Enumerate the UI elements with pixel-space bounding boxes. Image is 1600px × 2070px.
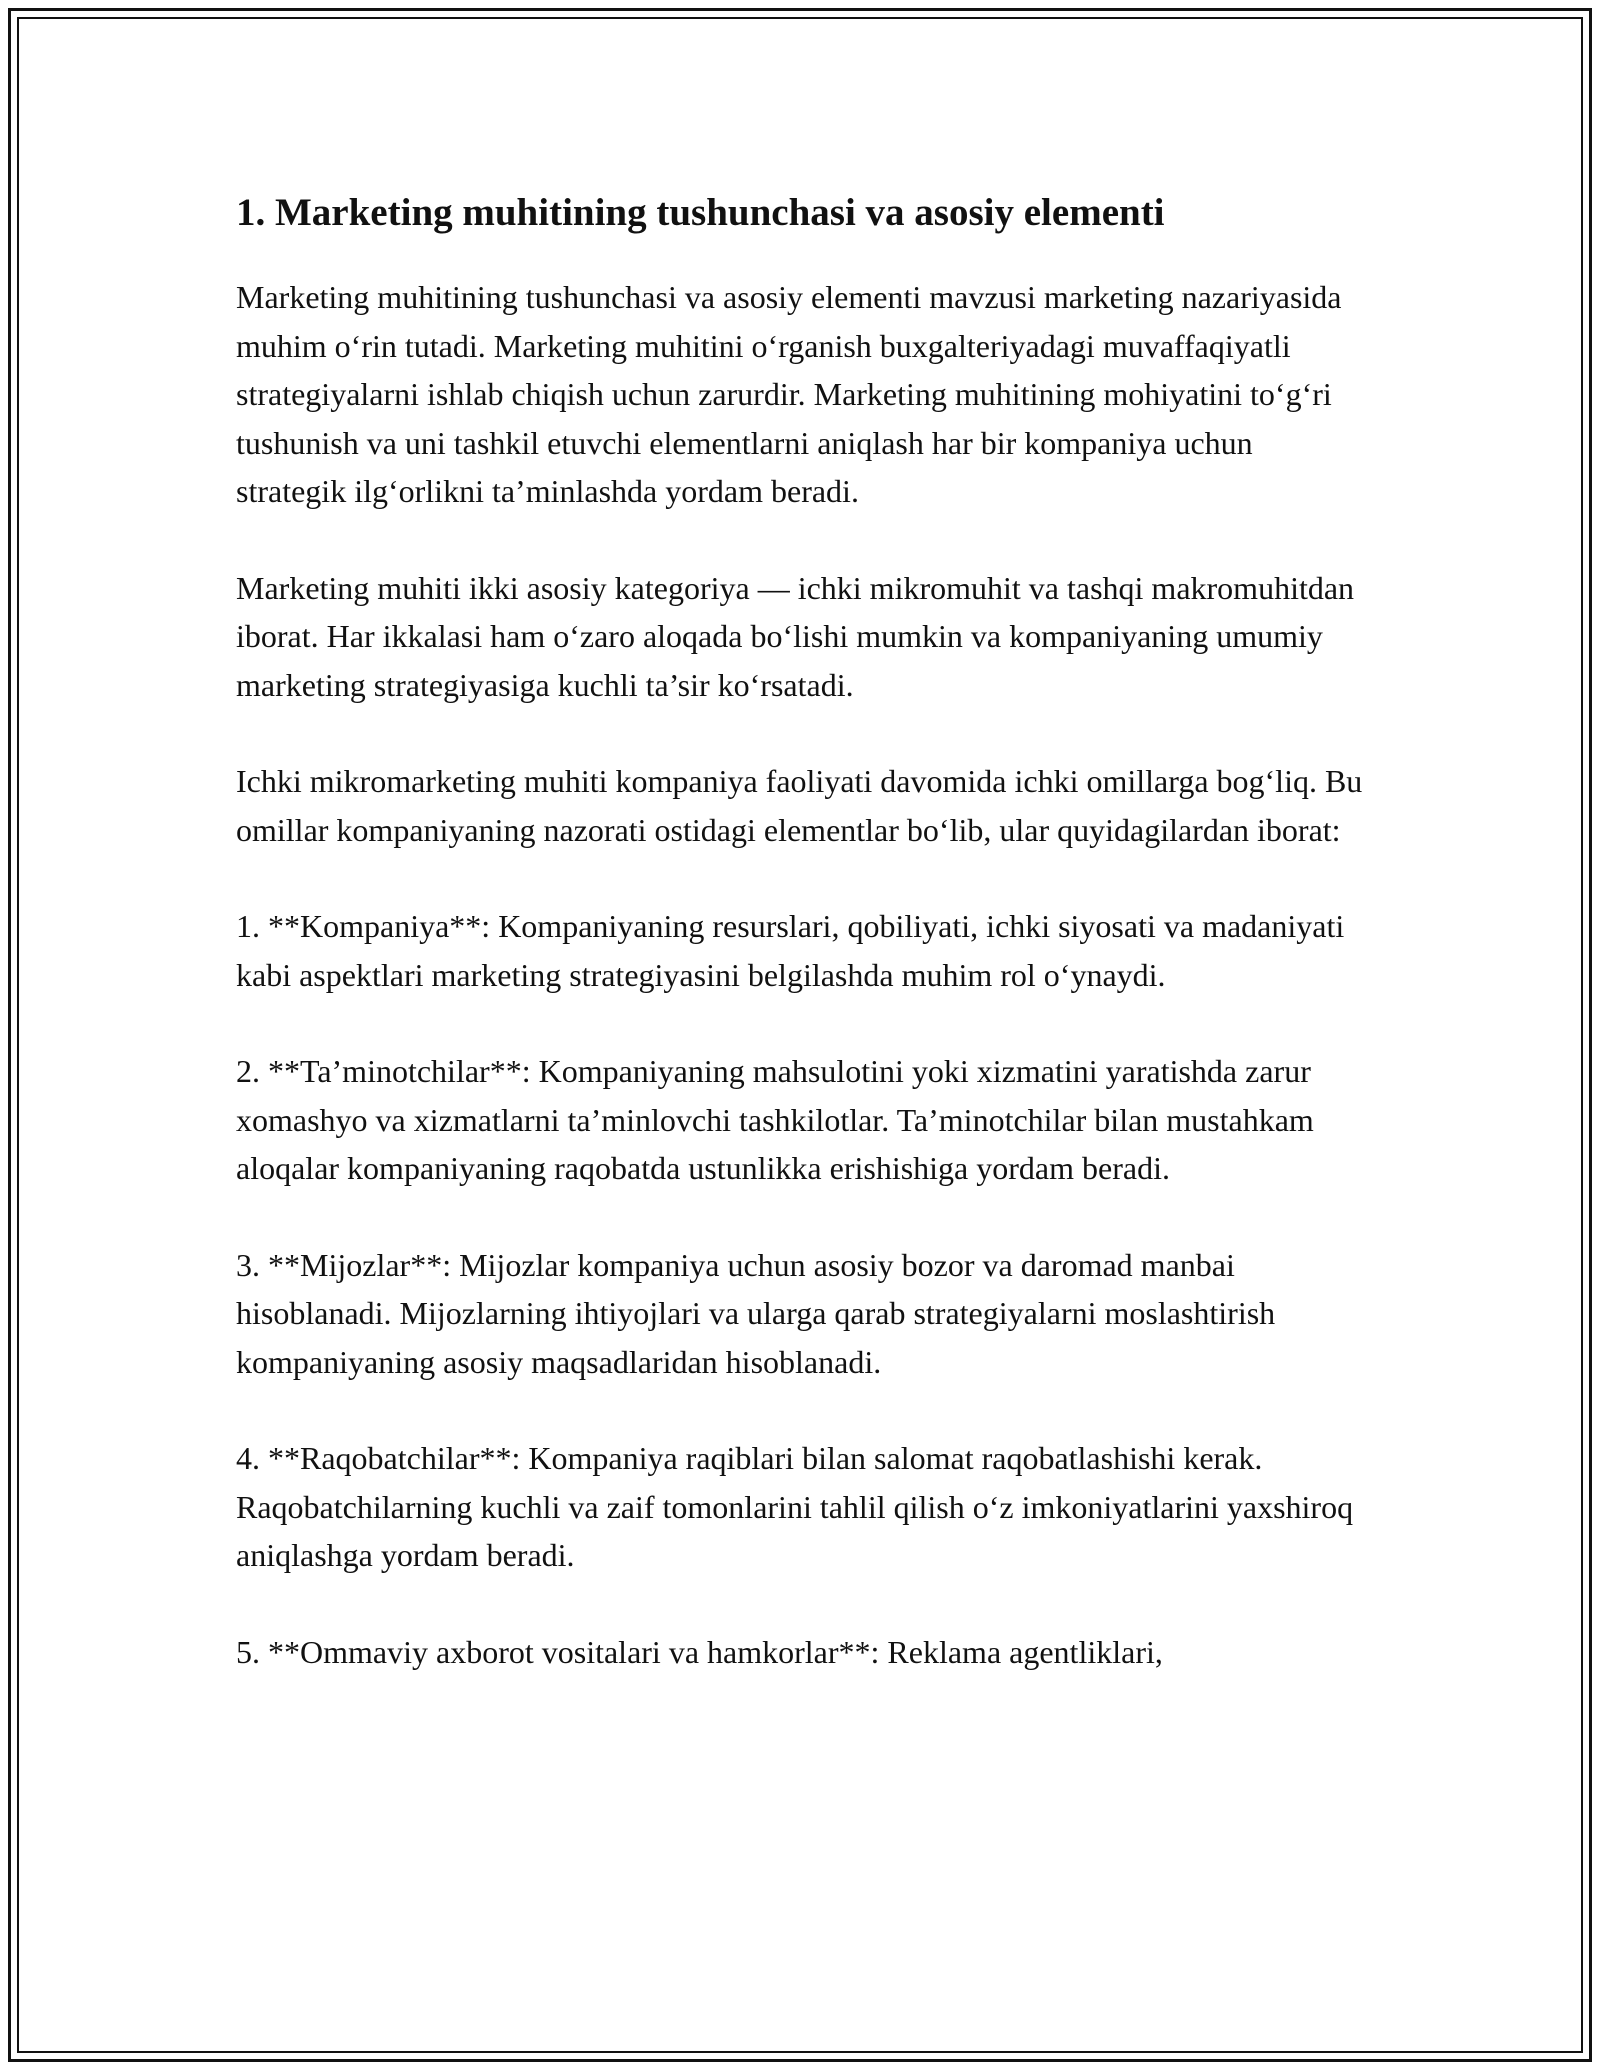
list-item-media-partners: 5. **Ommaviy axborot vositalari va hamkorlar**: Reklama agentliklari, [236,1633,1163,1670]
document-body [236,187,1366,1724]
paragraph-micro-environment: Ichki mikromarketing muhiti kompaniya faoliyati davomida ichki omillarga bog‘liq. Bu omillar kompaniyaning nazorati ostidagi elementlar bo‘lib, ular quyidagilardan iborat: [236,763,1363,848]
paragraph-categories: Marketing muhiti ikki asosiy kategoriya — ichki mikromuhit va tashqi makromuhitdan iborat. Har ikkalasi ham o‘zaro aloqada bo‘lishi mumkin va kompaniyaning umumiy marketing strategiyasiga kuchli ta’sir ko‘rsatadi. [236,569,1355,703]
section-heading: 1. Marketing muhitining tushunchasi va asosiy elementi [236,191,1165,234]
paragraph-intro: Marketing muhitining tushunchasi va asosiy elementi mavzusi marketing nazariyasida muhim o‘rin tutadi. Marketing muhitini o‘rganish buxgalteriyadagi muvaffaqiyatli strategiyalarni ishlab chiqish uchun zarurdir. Marketing muhitining mohiyatini to‘g‘ri tushunish va uni tashkil etuvchi elementlarni aniqlash har bir kompaniya uchun strategik ilg‘orlikni ta’minlashda yordam beradi. [236,279,1342,509]
list-item-company: 1. **Kompaniya**: Kompaniyaning resurslari, qobiliyati, ichki siyosati va madaniyati kabi aspektlari marketing strategiyasini belgilashda muhim rol o‘ynaydi. [236,908,1345,993]
list-item-suppliers: 2. **Ta’minotchilar**: Kompaniyaning mahsulotini yoki xizmatini yaratishda zarur xomashyo va xizmatlarni ta’minlovchi tashkilotlar. Ta’minotchilar bilan mustahkam aloqalar kompaniyaning raqobatda ustunlikka erishishiga yordam beradi. [236,1053,1314,1186]
list-item-competitors: 4. **Raqobatchilar**: Kompaniya raqiblari bilan salomat raqobatlashishi kerak. Raqobatchilarning kuchli va zaif tomonlarini tahlil qilish o‘z imkoniyatlarini yaxshiroq aniqlashga yordam beradi. [236,1440,1354,1573]
list-item-customers: 3. **Mijozlar**: Mijozlar kompaniya uchun asosiy bozor va daromad manbai hisoblanadi. Mijozlarning ihtiyojlari va ularga qarab strategiyalarni moslashtirish kompaniyaning asosiy maqsadlaridan hisoblanadi. [236,1246,1276,1380]
